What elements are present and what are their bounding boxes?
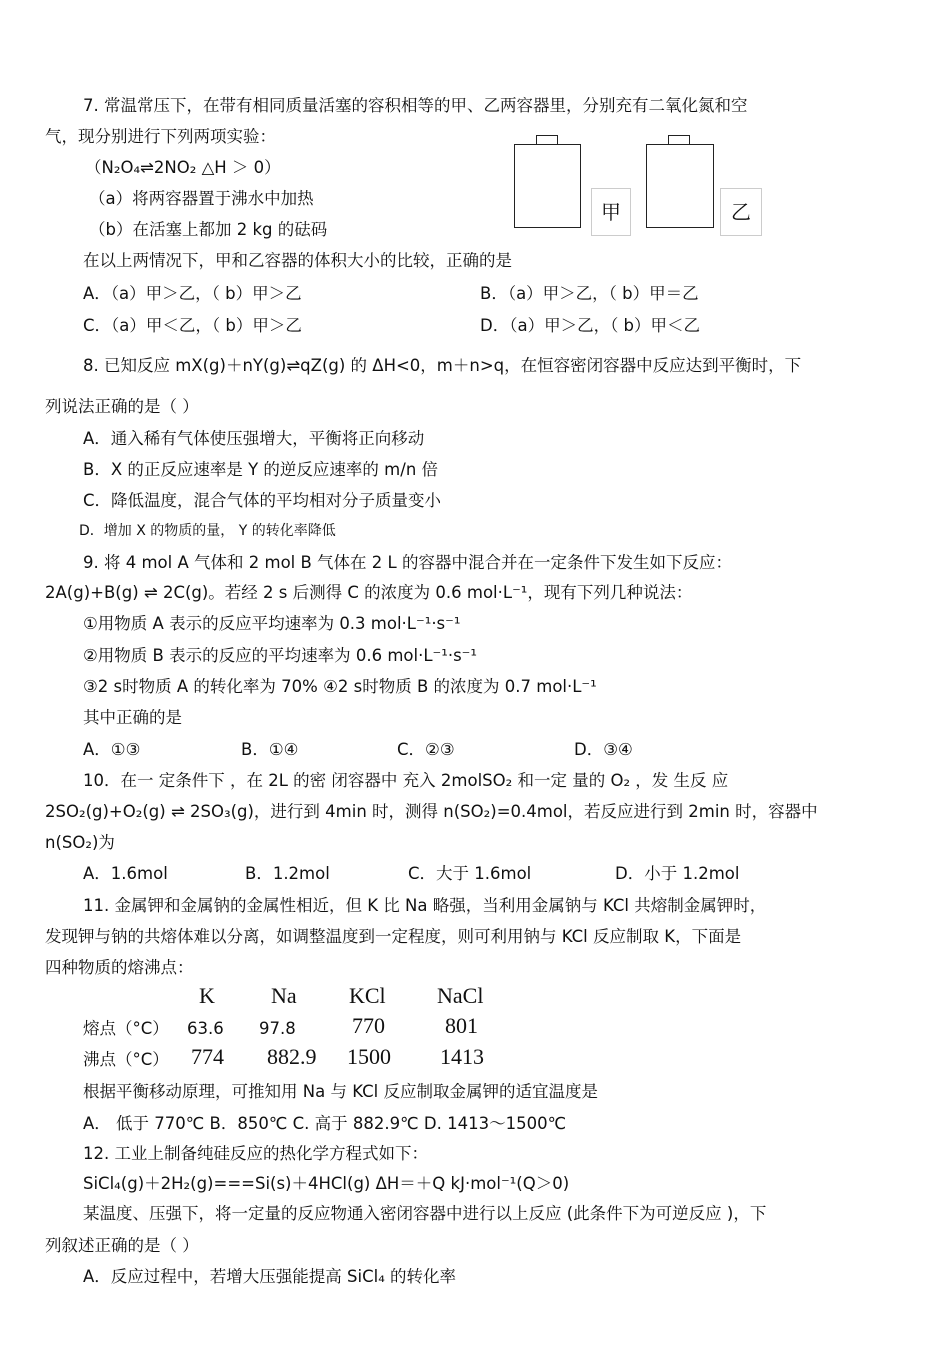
- q11-stem-line3: 四种物质的熔沸点：: [45, 958, 194, 977]
- table-cell: 1413: [440, 1044, 484, 1069]
- q12-option-a[interactable]: A．反应过程中，若增大压强能提高 SiCl₄ 的转化率: [83, 1267, 457, 1286]
- q7-option-d[interactable]: D．（a）甲＞乙，（ b）甲＜乙: [480, 316, 701, 335]
- q12-stem-line3: 某温度、压强下，将一定量的反应物通入密闭容器中进行以上反应 (此条件下为可逆反应 )，下: [83, 1204, 767, 1223]
- table-row-melting-label: 熔点（°C）: [83, 1019, 169, 1038]
- q7-question: 在以上两情况下，甲和乙容器的体积大小的比较，正确的是: [83, 251, 512, 270]
- q10-option-d[interactable]: D．小于 1.2mol: [615, 864, 740, 883]
- table-header-k: K: [199, 983, 215, 1008]
- q8-stem-line1: 8. 已知反应 mX(g)＋nY(g)⇌qZ(g) 的 ΔH<0，m＋n>q，在恒容密闭容器中反应达到平衡时，下: [83, 356, 802, 375]
- table-header-nacl: NaCl: [437, 983, 484, 1008]
- q7-stem-line1: 7. 常温常压下，在带有相同质量活塞的容积相等的甲、乙两容器里，分别充有二氧化氮和空: [83, 96, 748, 115]
- table-cell: 774: [191, 1044, 224, 1069]
- table-cell: 770: [352, 1013, 385, 1038]
- table-cell: 97.8: [259, 1019, 296, 1038]
- q11-stem-line2: 发现钾与钠的共熔体难以分离，如调整温度到一定程度，则可利用钠与 KCl 反应制取 K，下面是: [45, 927, 742, 946]
- q9-question: 其中正确的是: [83, 708, 182, 727]
- q9-stem-line2: 2A(g)+B(g) ⇌ 2C(g)。若经 2 s 后测得 C 的浓度为 0.6 mol·L⁻¹，现有下列几种说法：: [45, 583, 693, 602]
- q8-option-c[interactable]: C．降低温度，混合气体的平均相对分子质量变小: [83, 491, 442, 510]
- container-jia-label: 甲: [591, 188, 631, 236]
- table-cell: 882.9: [267, 1044, 317, 1069]
- q8-option-a[interactable]: A．通入稀有气体使压强增大，平衡将正向移动: [83, 429, 425, 448]
- q9-statement-1: ①用物质 A 表示的反应平均速率为 0.3 mol·L⁻¹·s⁻¹: [83, 614, 461, 633]
- table-header-na: Na: [271, 983, 297, 1008]
- q9-option-c[interactable]: C．②③: [397, 740, 455, 759]
- container-jia: [514, 144, 581, 228]
- q8-option-d[interactable]: D．增加 X 的物质的量， Y 的转化率降低: [79, 523, 336, 539]
- q11-options[interactable]: A． 低于 770℃ B．850℃ C. 高于 882.9℃ D. 1413～1500℃: [83, 1114, 567, 1133]
- table-cell: 1500: [347, 1044, 391, 1069]
- container-jia-piston: [536, 135, 558, 145]
- q7-equation: （N₂O₄⇌2NO₂ △H ＞ 0）: [85, 158, 281, 177]
- container-yi: [646, 144, 714, 228]
- table-cell: 63.6: [187, 1019, 224, 1038]
- table-cell: 801: [445, 1013, 478, 1038]
- container-yi-label: 乙: [720, 188, 762, 236]
- q11-question: 根据平衡移动原理，可推知用 Na 与 KCl 反应制取金属钾的适宜温度是: [83, 1082, 598, 1101]
- q9-stem-line1: 9. 将 4 mol A 气体和 2 mol B 气体在 2 L 的容器中混合并在一定条件下发生如下反应：: [83, 553, 732, 572]
- q10-stem-line3: n(SO₂)为: [45, 833, 115, 852]
- q12-equation: SiCl₄(g)＋2H₂(g)===Si(s)＋4HCl(g) ΔH＝＋Q kJ·mol⁻¹(Q＞0): [83, 1174, 570, 1193]
- q7-option-b[interactable]: B．（a）甲＞乙，（ b）甲＝乙: [480, 284, 699, 303]
- q10-option-b[interactable]: B．1.2mol: [245, 864, 330, 883]
- q9-option-d[interactable]: D．③④: [574, 740, 633, 759]
- q10-option-c[interactable]: C．大于 1.6mol: [408, 864, 532, 883]
- table-row-boiling-label: 沸点（°C）: [83, 1050, 169, 1069]
- q7-experiment-b: （b）在活塞上都加 2 kg 的砝码: [89, 220, 328, 239]
- q7-option-c[interactable]: C．（a）甲＜乙，（ b）甲＞乙: [83, 316, 302, 335]
- q8-option-b[interactable]: B．X 的正反应速率是 Y 的逆反应速率的 m/n 倍: [83, 460, 439, 479]
- q10-stem-line1: 10．在一 定条件下 ，在 2L 的密 闭容器中 充入 2molSO₂ 和一定 量的 O₂ ，发 生反 应: [83, 771, 729, 790]
- q12-stem-line4: 列叙述正确的是（ ）: [45, 1236, 199, 1255]
- q9-option-a[interactable]: A．①③: [83, 740, 141, 759]
- q10-stem-line2: 2SO₂(g)+O₂(g) ⇌ 2SO₃(g)，进行到 4min 时，测得 n(SO₂)=0.4mol，若反应进行到 2min 时，容器中: [45, 802, 818, 821]
- q12-stem-line1: 12. 工业上制备纯硅反应的热化学方程式如下：: [83, 1144, 428, 1163]
- q7-stem-line2: 气，现分别进行下列两项实验：: [45, 127, 276, 146]
- q9-option-b[interactable]: B．①④: [241, 740, 299, 759]
- q10-option-a[interactable]: A．1.6mol: [83, 864, 168, 883]
- q7-experiment-a: （a）将两容器置于沸水中加热: [89, 189, 314, 208]
- table-header-kcl: KCl: [349, 983, 386, 1008]
- container-yi-piston: [668, 135, 690, 145]
- q7-option-a[interactable]: A．（a）甲＞乙，（ b）甲＞乙: [83, 284, 302, 303]
- q9-statement-2: ②用物质 B 表示的反应的平均速率为 0.6 mol·L⁻¹·s⁻¹: [83, 646, 478, 665]
- q8-stem-line2: 列说法正确的是（ ）: [45, 397, 199, 416]
- q11-stem-line1: 11. 金属钾和金属钠的金属性相近，但 K 比 Na 略强，当利用金属钠与 KCl 共熔制金属钾时，: [83, 896, 767, 915]
- q9-statement-3-4: ③2 s时物质 A 的转化率为 70% ④2 s时物质 B 的浓度为 0.7 mol·L⁻¹: [83, 677, 597, 696]
